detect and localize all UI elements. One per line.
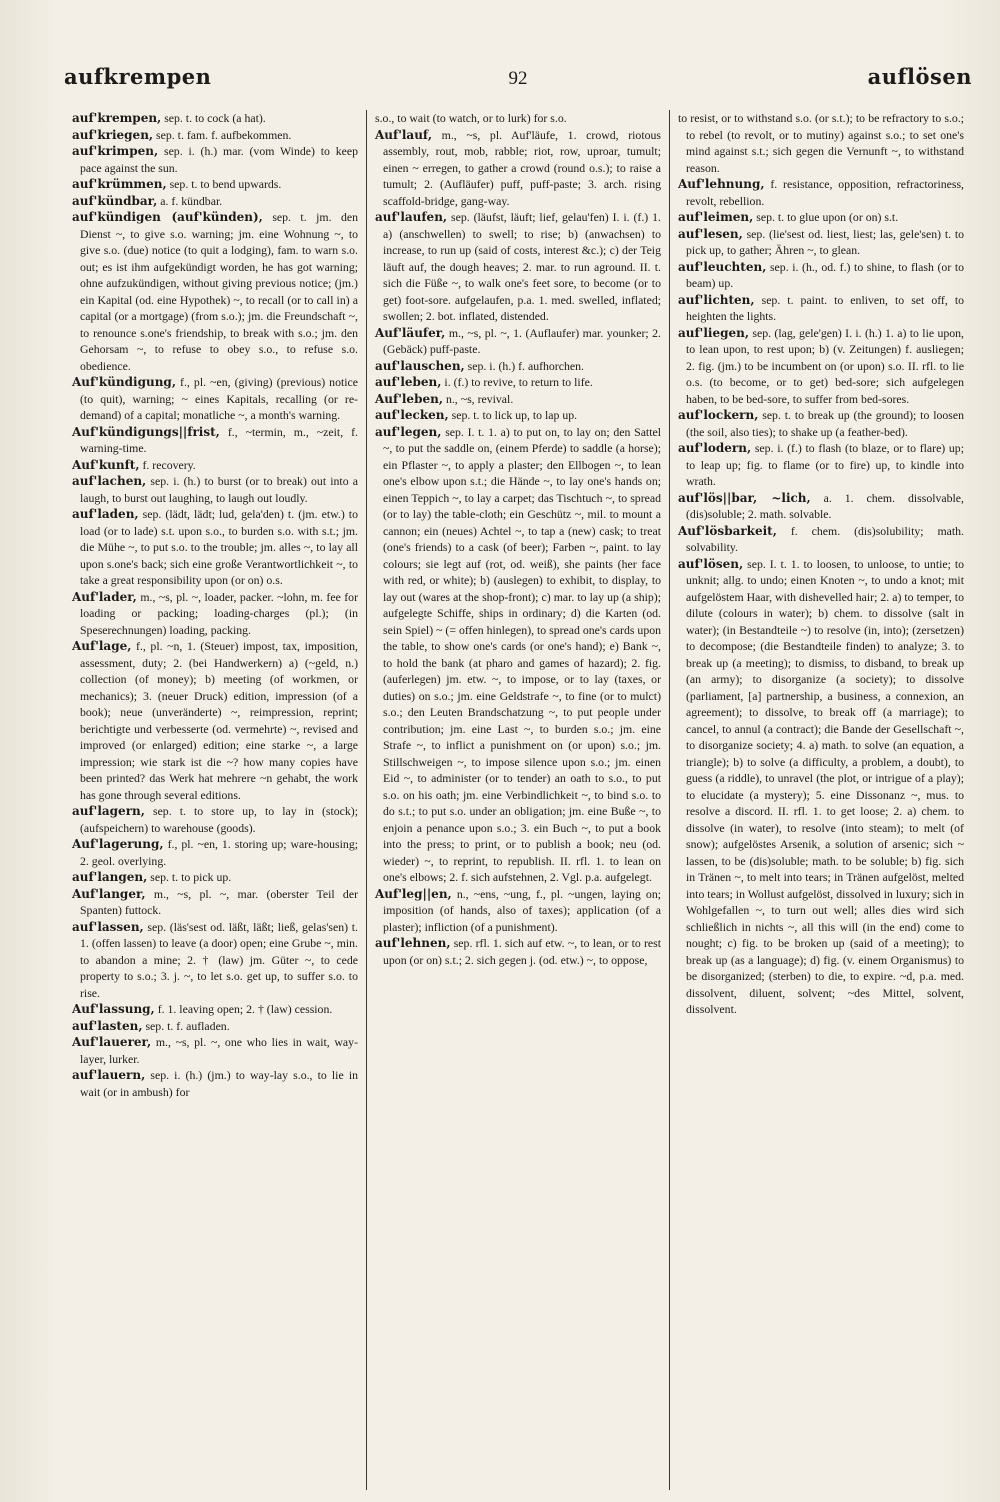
definition: sep. t. to cock (a hat).	[164, 111, 266, 125]
headword: auf'lösen,	[678, 556, 744, 571]
headword: Auf'langer,	[72, 886, 146, 901]
definition: sep. (lädt, lädt; lud, gela'den) t. (jm. etw.) to load (or to lade) s.t. upon s.o., to burden s.o. with s.t.; jm. die Mühe ~, to put s.o. to the trouble; jm. alles ~, to lay all upon s.one's back; sich eine große Verantwortlichkeit ~, to take a great responsibility upon (or on) o.s.	[80, 507, 358, 587]
definition: a. 1. chem. dissolvable, (dis)soluble; 2. math. solvable.	[686, 490, 964, 521]
definition: sep. i. (f.) to flash (to blaze, or to flare) up; to leap up; fig. to flame (or to fire) up, to kindle into wrath.	[686, 441, 964, 488]
dictionary-entry	[72, 1034, 358, 1067]
header-right-catchword: auflösen	[867, 64, 972, 89]
headword: Auf'lösbarkeit,	[678, 523, 777, 538]
definition: sep. i. (h.) f. aufhorchen.	[467, 358, 584, 373]
dictionary-entry	[72, 473, 358, 506]
definition: f., pl. ~en, 1. storing up; ware-housing; 2. geol. overlying.	[80, 837, 359, 868]
headword: auf'krempen,	[72, 111, 162, 125]
dictionary-entry	[375, 127, 661, 210]
dictionary-entry	[72, 589, 358, 639]
definition: n., ~ens, ~ung, f., pl. ~ungen, laying on; imposition (of hands, also of taxes); application (of a plaster); infliction (of a punishment).	[383, 886, 661, 934]
headword: auf'lassen,	[72, 919, 144, 934]
dictionary-entry	[678, 407, 964, 440]
definition: sep. t. f. aufladen.	[145, 1018, 230, 1033]
dictionary-entry	[375, 374, 661, 391]
definition: m., ~s, pl. ~, one who lies in wait, way-layer, lurker.	[80, 1035, 359, 1066]
definition: sep. t. to bend upwards.	[169, 177, 282, 191]
definition: a. f. kündbar.	[160, 193, 223, 208]
headword: Auf'kündigungs||frist,	[72, 424, 220, 439]
dictionary-entry	[678, 325, 964, 408]
definition: m., ~s, pl. ~, loader, packer. ~lohn, m. fee for loading or packing; loading-charges (pl.); (in Speserechnungen) loading, packing.	[80, 589, 359, 637]
dictionary-entry	[375, 325, 661, 358]
headword: auf'langen,	[72, 870, 148, 884]
dictionary-entry	[72, 176, 358, 193]
headword: Auf'kunft,	[72, 457, 140, 472]
definition: sep. i. (h.) (jm.) to way-lay s.o., to lie in wait (or in ambush) for	[80, 1068, 358, 1099]
headword: auf'lös||bar, ~lich,	[678, 490, 811, 505]
dictionary-entry	[375, 407, 661, 424]
headword: auf'lecken,	[375, 408, 449, 422]
headword: auf'lachen,	[72, 474, 147, 488]
columns	[64, 110, 972, 1490]
dictionary-entry	[678, 259, 964, 292]
dictionary-entry	[375, 110, 661, 127]
dictionary-entry	[72, 127, 358, 144]
definition: sep. I. t. 1. a) to put on, to lay on; den Sattel ~, to put the saddle on, (einem Pferde) to saddle (a horse); ein Pflaster ~, to apply a plaster; den Ellbogen ~, to lean one's elbow upon s.t.; die Hände ~, to lay one's hands on; einen Teppich ~, to lay a carpet; das Tischtuch ~, to spread (or to lay) the table-cloth; ein Geschütz ~, mil. to mount a cannon; ein (neues) Achtel ~, to tap a (new) cask; to treat (one's friends) to a cask (of beer); Farben ~, paint. to lay colours; sie legt auf (rot, od. weiß), she paints (her face with red, or white); b) (auslegen) to exhibit, to display, to lay out (wares at the shop-front); c) mar. to lay up (a ship); aufgelegte Schiffe, ships in ordinary; d) die Karten (od. sein Spiel) ~ (= offen hinlegen), to spread one's cards upon the table, to show one's cards (or one's hand); e) Bank ~, to hold the bank (at pharo and games of hazard); 2. fig. (auferlegen) jm. etw. ~, to impose, or to lay (taxes, or duties) on s.o.; jm. eine Geldstrafe ~, to fine (or to mulct) s.o.; den Leuten Brandschatzung ~, to put people under contribution; jm. eine Last ~, to burden s.o.; jm. eine Strafe ~, to inflict a punishment on (or upon) s.o.; jm. Stillschweigen ~, to impose silence upon s.o.; jm. einen Eid ~, to administer (or to tender) an oath to s.o., to put s.o. on his oath; jm. eine Verbindlichkeit ~, to bind s.o. to do s.t.; to put s.o. under an obligation; jm. eine Buße ~, to enjoin a penance upon s.o.; 3. ein Buch ~, to put a book into the press; to print, or to publish a book; neu (od. wieder) ~, to reprint, to republish. II. rfl. 1. to lean on one's elbows; 2. f. sich aufstehnen, 2. Vgl. p.a. aufgelegt.	[383, 424, 662, 884]
headword: auf'laufen,	[375, 210, 448, 224]
definition: sep. (läufst, läuft; lief, gelau'fen) I. i. (f.) 1. a) (anschwellen) to swell; to rise; b) (anwachsen) to increase, to run up (said of costs, interest &c.); c) der Teig läuft auf, the dough heaves; 2. mar. to run aground. II. t. sich die Füße ~, to walk one's feet sore, to become (or to get) foot-sore. aufgelaufen, p.a. 1. med. swelled, inflated; swollen; 2. bot. inflated, distended.	[383, 210, 661, 323]
dictionary-entry	[72, 209, 358, 374]
header-left-catchword: aufkrempen	[64, 64, 212, 89]
headword: auf'krümmen,	[72, 177, 167, 191]
headword: auf'kündigen (auf'künden),	[72, 210, 263, 224]
definition: n., ~s, revival.	[445, 391, 514, 406]
dictionary-entry	[72, 803, 358, 836]
dictionary-entry	[72, 374, 358, 424]
dictionary-entry	[678, 523, 964, 556]
dictionary-entry	[72, 919, 358, 1002]
headword: auf'lichten,	[678, 292, 755, 307]
headword: Auf'lage,	[72, 639, 132, 653]
definition: sep. I. t. 1. to loosen, to unloose, to untie; to unknit; allg. to undo; einen Knoten ~, to undo a knot; mit aufgelöstem Haar, with dishevelled hair; 2. a) to temper, to dilute (colours in water); b) chem. to dissolve (salt in water); (in Bestandteile ~) to resolve (in, into); (zersetzen) to decompose; (die Bestandteile finden) to analyze; 3. to break up (a meeting); to dismiss, to disband, to break up (an army); to disorganize (a society); to dissolve (parliament, [a] partnership, a business, a connexion, an agreement); to dissolve, to break off (a marriage); to cancel, to annul (a contract); die Bande der Gesellschaft ~, to disorganize society; 4. a) math. to solve (an equation, a triangle); b) to solve (a difficulty, a problem, a doubt), to guess (a riddle), to unravel (the plot, or intrigue of a play); to elucidate (a mystery); 5. eine Dissonanz ~, mus. to resolve a discord. II. rfl. 1. to get loose; 2. a) chem. to dissolve (in water), to resolve (into steam); to melt (of snow); aufgelöstes Arsenik, a solution of arsenic; sich ~ lassen, to be (dis)soluble; math. to be soluble; b) fig. sich in Tränen ~, to melt into tears; in Tränen aufgelöst, melted into tears; in Wollust aufgelöst, dissolved in luxury; sich in Wohlgefallen ~, to turn out well; alles dies wird sich schließlich in nichts ~, all this will (in the end) come to nought; c) fig. to be broken up (said of a meeting); to break up (as a language); d) fig. (v. einem Organismus) to be disorganized; (sterben) to die, to expire. ~d, p.a. med. dissolvent, diluent, solvent; ~des Mittel, solvent, dissolvent.	[686, 556, 965, 1016]
dictionary-entry	[678, 110, 964, 176]
definition: s.o., to wait (to watch, or to lurk) for s.o.	[375, 111, 567, 125]
definition: f., pl. ~en, (giving) (previous) notice (to quit), warning; ~ eines Kapitals, recalling (or re-demand) of a capital; monatliche ~, a month's warning.	[80, 375, 358, 422]
definition: sep. (lag, gele'gen) I. i. (h.) 1. a) to lie upon, to lean upon, to rest upon; b) (v. Zeitungen) f. ausliegen; 2. fig. (jm.) to be incumbent on (or upon) s.o. II. rfl. to lie o.s. (to become, or to get) bed-sore; sich aufgelegen haben, to be bed-sore, to suffer from bed-sores.	[686, 325, 964, 406]
dictionary-entry	[72, 836, 358, 869]
dictionary-entry	[72, 143, 358, 176]
dictionary-entry	[375, 391, 661, 408]
dictionary-entry	[375, 935, 661, 968]
dictionary-entry	[72, 506, 358, 589]
headword: auf'krimpen,	[72, 144, 159, 158]
definition: f. 1. leaving open; 2. † (law) cession.	[157, 1002, 333, 1016]
headword: auf'laden,	[72, 507, 139, 521]
headword: auf'legen,	[375, 424, 442, 439]
definition: sep. rfl. 1. sich auf etw. ~, to lean, or to rest upon (or on) s.t.; 2. sich gegen j. (od. etw.) ~, to oppose,	[383, 936, 661, 967]
column-1	[64, 110, 366, 1490]
headword: Auf'lagerung,	[72, 837, 164, 851]
headword: Auf'lassung,	[72, 1002, 155, 1016]
dictionary-entry	[678, 490, 964, 523]
headword: auf'liegen,	[678, 325, 750, 340]
dictionary-entry	[375, 886, 661, 936]
definition: m., ~s, pl. Auf'läufe, 1. crowd, riotous assembly, rout, mob, rabble; riot, row, uproar, tumult; einen ~ erregen, to gather a crowd (round o.s.); to raise a tumult; 2. (Aufläufer) puff, puff-paste; 3. arch. rising scaffold-bridge, gang-way.	[383, 127, 661, 208]
headword: auf'lockern,	[678, 408, 759, 422]
definition: sep. i. (h., od. f.) to shine, to flash (or to beam) up.	[686, 259, 964, 290]
dictionary-entry	[72, 457, 358, 474]
definition: f., pl. ~n, 1. (Steuer) impost, tax, imposition, assessment, duty; 2. (bei Handwerkern) a) (~geld, n.) collection (of money); b) meeting (of workmen, or mechanics); 3. (neuer Druck) edition, impression (of a book); neue (unveränderte) ~, reimpression, reprint; berichtigte und verbesserte (od. vermehrte) ~, revised and improved (or enlarged) edition; eine starke ~, a large impression; wie stark ist die ~? how many copies have been printed? das Werk hat mehrere ~n gehabt, the work has gone through several editions.	[80, 639, 358, 802]
definition: sep. t. paint. to enliven, to set off, to heighten the lights.	[686, 292, 965, 323]
dictionary-entry	[72, 1001, 358, 1018]
headword: auf'lesen,	[678, 226, 743, 241]
dictionary-entry	[72, 638, 358, 803]
definition: to resist, or to withstand s.o. (or s.t.); to be refractory to s.o.; to rebel (to revolt, or to mutiny) against s.o.; to set one's mind against s.t.; sich gegen die Vernunft ~, to withstand reason.	[678, 111, 964, 175]
dictionary-entry	[375, 424, 661, 886]
headword: Auf'leben,	[375, 391, 443, 406]
headword: auf'leben,	[375, 375, 442, 389]
definition: sep. t. jm. den Dienst ~, to give s.o. warning; jm. eine Wohnung ~, to give s.o. (due) notice (to quit a lodging), fam. to warn s.o. out; es ist ihm aufgekündigt worden, he has got warning; ohne aufzukündigen, without giving previous notice; (jm.) ein Kapital (od. eine Hypothek) ~, to recall (or to call in) a capital (or a mortgage) (from s.o.); jm. die Freundschaft ~, to renounce s.one's friendship, to break with s.o.; jm. den Gehorsam ~, to refuse to obey s.o., to refuse s.o. obedience.	[80, 210, 358, 373]
headword: Auf'lehnung,	[678, 177, 765, 191]
headword: auf'kündbar,	[72, 193, 158, 208]
headword: auf'lagern,	[72, 804, 145, 818]
page-header	[64, 58, 972, 110]
headword: auf'lehnen,	[375, 936, 451, 950]
definition: sep. t. to break up (the ground); to loosen (the soil, also ties); to shake up (a feather-bed).	[686, 408, 964, 439]
definition: i. (f.) to revive, to return to life.	[444, 375, 593, 389]
dictionary-entry	[72, 424, 358, 457]
column-3	[669, 110, 972, 1490]
definition: sep. (lie'sest od. liest, liest; las, gele'sen) t. to pick up, to gather; Ähren ~, to glean.	[686, 226, 964, 257]
headword: Auf'kündigung,	[72, 375, 176, 389]
headword: Auf'lader,	[72, 589, 137, 604]
dictionary-entry	[678, 292, 964, 325]
headword: Auf'läufer,	[375, 325, 446, 340]
headword: auf'leuchten,	[678, 259, 767, 274]
page-number: 92	[508, 68, 528, 89]
dictionary-entry	[375, 209, 661, 325]
definition: sep. t. fam. f. aufbekommen.	[156, 127, 292, 142]
headword: auf'leimen,	[678, 210, 754, 224]
definition: f., ~termin, m., ~zeit, f. warning-time.	[80, 424, 358, 455]
dictionary-entry	[72, 1018, 358, 1035]
dictionary-entry	[678, 226, 964, 259]
dictionary-entry	[72, 1067, 358, 1100]
dictionary-entry	[72, 869, 358, 886]
dictionary-entry	[678, 440, 964, 490]
definition: sep. i. (h.) to burst (or to break) out into a laugh, to burst out laughing, to laugh out loudly.	[80, 474, 358, 505]
definition: sep. t. to store up, to lay in (stock); (aufspeichern) to warehouse (goods).	[80, 804, 358, 835]
headword: auf'lauern,	[72, 1068, 146, 1082]
dictionary-entry	[678, 209, 964, 226]
dictionary-entry	[678, 176, 964, 209]
dictionary-entry	[72, 886, 358, 919]
definition: m., ~s, pl. ~, 1. (Auflaufer) mar. younker; 2. (Gebäck) puff-paste.	[383, 325, 661, 356]
headword: auf'lauschen,	[375, 358, 465, 373]
definition: f. recovery.	[142, 457, 196, 472]
definition: sep. i. (h.) mar. (vom Winde) to keep pace against the sun.	[80, 144, 358, 175]
column-2	[366, 110, 669, 1490]
dictionary-entry	[375, 358, 661, 375]
headword: auf'lodern,	[678, 441, 752, 455]
definition: sep. t. to glue upon (or on) s.t.	[756, 210, 899, 224]
dictionary-entry	[678, 556, 964, 1018]
dictionary-entry	[72, 110, 358, 127]
definition: m., ~s, pl. ~, mar. (oberster Teil der Spanten) futtock.	[80, 886, 358, 917]
definition: f. resistance, opposition, refractoriness, revolt, rebellion.	[686, 177, 964, 208]
definition: f. chem. (dis)solubility; math. solvability.	[686, 523, 965, 554]
definition: sep. t. to pick up.	[150, 870, 232, 884]
headword: auf'lasten,	[72, 1018, 143, 1033]
headword: Auf'leg||en,	[375, 886, 452, 901]
headword: Auf'lauf,	[375, 127, 433, 142]
dictionary-entry	[72, 193, 358, 210]
headword: Auf'lauerer,	[72, 1035, 152, 1049]
definition: sep. t. to lick up, to lap up.	[451, 408, 578, 422]
definition: sep. (läs'sest od. läßt, läßt; ließ, gelas'sen) t. 1. (offen lassen) to leave (a door) open; eine Grube ~, min. to abandon a mine; 2. † (law) jm. Güter ~, to cede property to s.o.; 3. j. ~, to let s.o. get up, to suffer s.o. to rise.	[80, 919, 358, 1000]
headword: auf'kriegen,	[72, 127, 154, 142]
